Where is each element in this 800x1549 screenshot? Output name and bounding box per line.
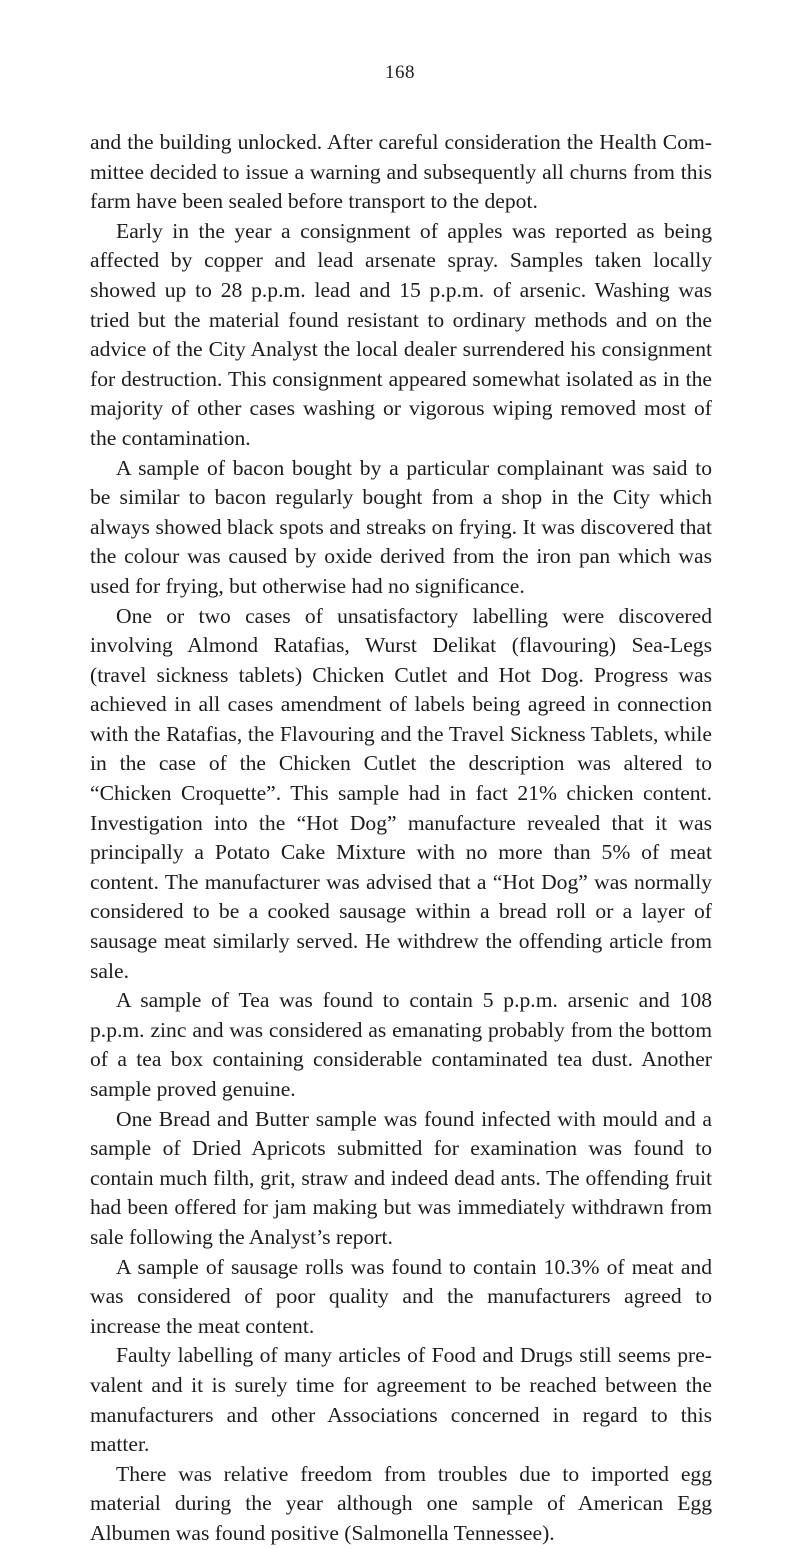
paragraph-bacon: A sample of bacon bought by a particular complainant was said to be similar to bacon regularly bought from a shop in the City which always showed black spots and streaks on frying. It was discovered that the colour was caused by oxide derived from the iron pan which was used for frying, but otherwise had no significance.: [90, 455, 712, 598]
paragraph-continuation: and the building unlocked. After careful consideration the Health Com- mittee decided to issue a warning and subsequently all churns from this farm have been sealed before transport to the depot.: [90, 130, 712, 214]
page-number: 168: [385, 62, 415, 83]
paragraph-egg-material: There was relative freedom from troubles due to imported egg material during the year although one sample of American Egg Albumen was found positive (Salmonella Tennessee).: [90, 1461, 712, 1545]
paragraph-tea: A sample of Tea was found to contain 5 p.p.m. arsenic and 108 p.p.m. zinc and was considered as emanating probably from the bottom of a tea box containing considerable contaminated tea dust. Another sample proved genuine.: [90, 988, 712, 1101]
body-text: [90, 128, 712, 1549]
paragraph-apples: Early in the year a consignment of apples was reported as being affected by copper and lead arsenate spray. Samples taken locally showed up to 28 p.p.m. lead and 15 p.p.m. of arsenic. Washing was tried but the material found resistant to ordinary methods and on the advice of the City Analyst the local dealer surrendered his consignment for destruction. This consignment appeared somewhat isolated as in the majority of other cases washing or vigorous wiping removed most of the contamination.: [90, 218, 712, 450]
paragraph-bread-apricots: One Bread and Butter sample was found infected with mould and a sample of Dried Apricots submitted for examination was found to contain much filth, grit, straw and indeed dead ants. The offending fruit had been offered for jam making but was immediately withdrawn from sale following the Analyst’s report.: [90, 1106, 712, 1249]
paragraph-faulty-labelling: Faulty labelling of many articles of Food and Drugs still seems pre- valent and it is surely time for agreement to be reached between the manufacturers and other Associations concerned in regard to this matter.: [90, 1343, 712, 1457]
paragraph-sausage-rolls: A sample of sausage rolls was found to contain 10.3% of meat and was considered of poor quality and the manufacturers agreed to increase the meat content.: [90, 1254, 712, 1338]
paragraph-labelling-cases: One or two cases of unsatisfactory labelling were discovered involving Almond Ratafias, Wurst Delikat (flavouring) Sea-Legs (travel sickness tablets) Chicken Cutlet and Hot Dog. Progress was achieved in all cases amendment of labels being agreed in connection with the Ratafias, the Flavouring and the Travel Sickness Tablets, while in the case of the Chicken Cutlet the description was altered to “Chicken Croquette”. This sample had in fact 21% chicken content. Investigation into the “Hot Dog” manufacture revealed that it was principally a Potato Cake Mixture with no more than 5% of meat content. The manufacturer was advised that a “Hot Dog” was normally considered to be a cooked sausage within a bread roll or a layer of sausage meat similarly served. He withdrew the offending article from sale.: [90, 603, 712, 983]
